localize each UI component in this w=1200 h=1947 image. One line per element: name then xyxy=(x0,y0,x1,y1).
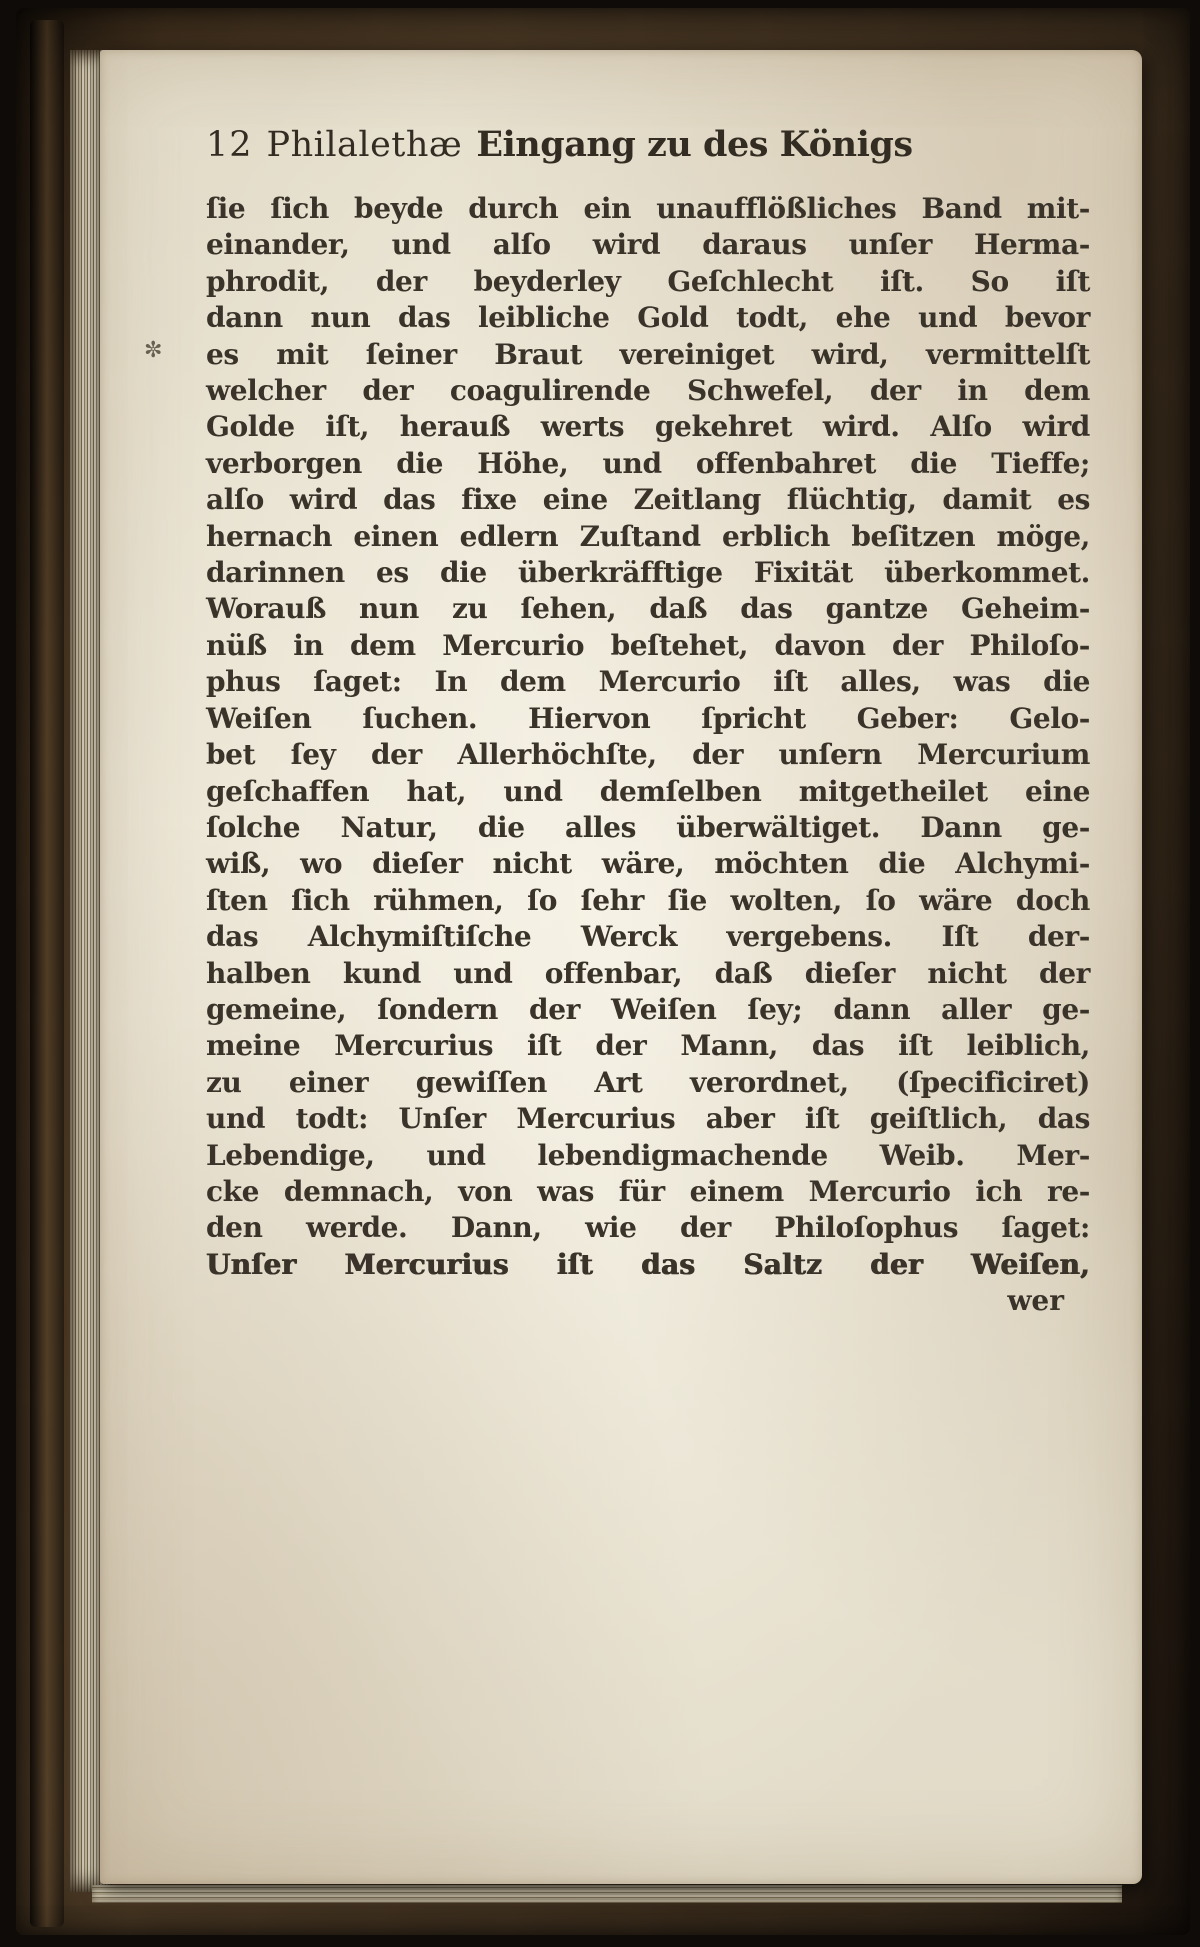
text-line: phus ſaget: In dem Mercurio iſt alles, was die xyxy=(206,665,1090,699)
running-title-fraktur: Eingang zu des Königs xyxy=(476,124,913,165)
text-line: hernach einen edlern Zuſtand erblich beſitzen möge, xyxy=(206,519,1090,553)
catchword: wer xyxy=(1007,1284,1064,1318)
text-line: verborgen die Höhe, und offenbahret die Tieffe; xyxy=(206,446,1090,480)
text-line: bet ſey der Allerhöchſte, der unſern Mercurium xyxy=(206,738,1090,772)
text-line: einander, und alſo wird daraus unſer Herma- xyxy=(206,228,1090,262)
text-line: ſten ſich rühmen, ſo ſehr ſie wolten, ſo wäre doch xyxy=(206,883,1090,917)
book-spine xyxy=(30,20,64,1927)
text-line: den werde. Dann, wie der Philoſophus ſaget: xyxy=(206,1211,1090,1245)
margin-mark: ✼ xyxy=(144,338,163,363)
text-line: Lebendige, und lebendigmachende Weib. Mer- xyxy=(206,1138,1090,1172)
text-line: alſo wird das fixe eine Zeitlang flüchtig, damit es xyxy=(206,483,1090,517)
text-line: gemeine, ſondern der Weiſen ſey; dann aller ge- xyxy=(206,992,1090,1026)
body-text xyxy=(206,191,1090,1283)
text-line: es mit ſeiner Braut vereiniget wird, vermittelſt xyxy=(206,337,1090,371)
text-line: zu einer gewiſſen Art verordnet, (ſpecificiret) xyxy=(206,1065,1090,1099)
text-block xyxy=(206,124,1090,1320)
text-line: meine Mercurius iſt der Mann, das iſt leiblich, xyxy=(206,1029,1090,1063)
text-line: phrodit, der beyderley Geſchlecht iſt. So iſt xyxy=(206,264,1090,298)
text-line: und todt: Unſer Mercurius aber iſt geiſtlich, das xyxy=(206,1102,1090,1136)
text-line: das Alchymiſtiſche Werck vergebens. Iſt der- xyxy=(206,920,1090,954)
text-line: dann nun das leibliche Gold todt, ehe und bevor xyxy=(206,301,1090,335)
text-line: ſolche Natur, die alles überwältiget. Dann ge- xyxy=(206,810,1090,844)
text-line: geſchaffen hat, und demſelben mitgetheilet eine xyxy=(206,774,1090,808)
book-page xyxy=(100,50,1142,1884)
text-line: welcher der coagulirende Schwefel, der in dem xyxy=(206,374,1090,408)
text-line: ſie ſich beyde durch ein unaufflößliches Band mit- xyxy=(206,192,1090,225)
text-line: halben kund und offenbar, daß dieſer nicht der xyxy=(206,956,1090,990)
page-header xyxy=(206,124,1090,165)
running-title-antiqua: Philalethæ xyxy=(266,125,463,165)
stacked-page-edges-bottom xyxy=(92,1885,1122,1903)
text-line: Weiſen ſuchen. Hiervon ſpricht Geber: Gelo- xyxy=(206,701,1090,735)
page-number: 12 xyxy=(206,125,253,165)
text-line: nüß in dem Mercurio beſtehet, davon der Philoſo- xyxy=(206,628,1090,662)
text-line: darinnen es die überkräfftige Fixität überkommet. xyxy=(206,556,1090,590)
text-line: Golde iſt, herauß werts gekehret wird. Alſo wird xyxy=(206,410,1090,444)
text-line: wiß, wo dieſer nicht wäre, möchten die Alchymi- xyxy=(206,847,1090,881)
text-line: cke demnach, von was für einem Mercurio ich re- xyxy=(206,1174,1090,1208)
text-line: Unſer Mercurius iſt das Saltz der Weiſen, xyxy=(206,1247,1090,1281)
text-line: Worauß nun zu ſehen, daß das gantze Geheim- xyxy=(206,592,1090,626)
